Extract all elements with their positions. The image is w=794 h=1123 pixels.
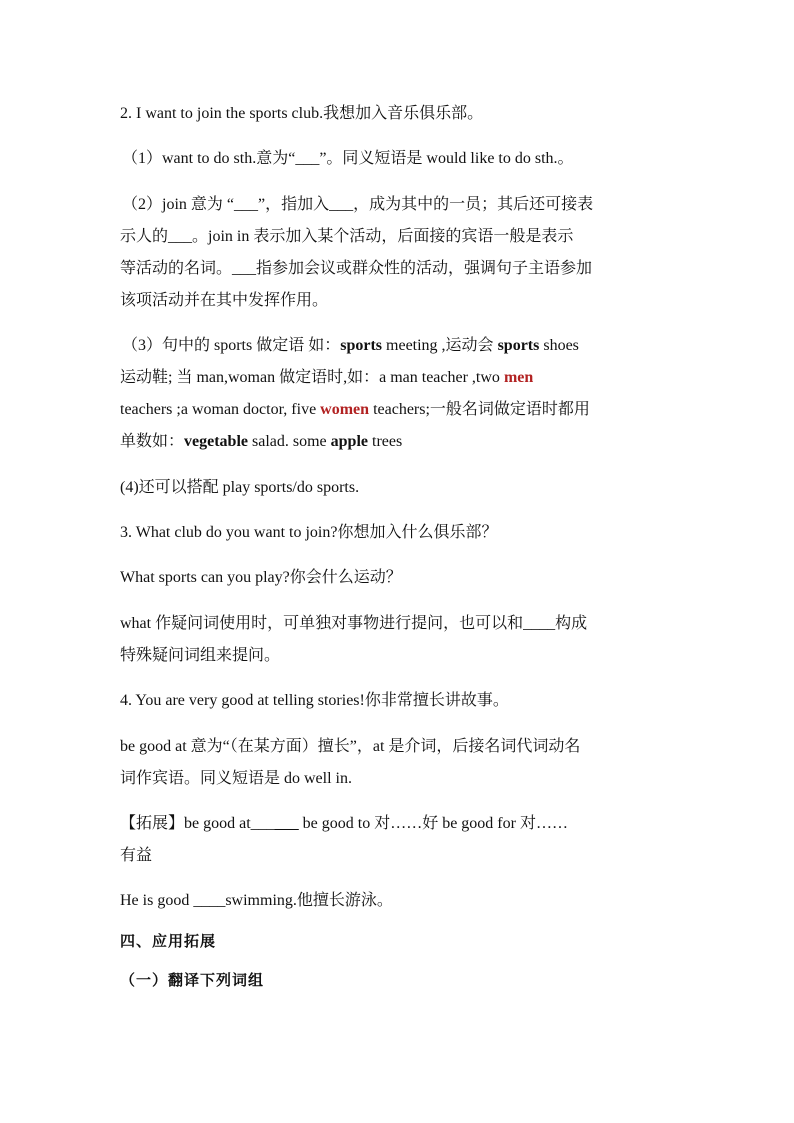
text-segment: meeting ,运动会	[382, 337, 498, 354]
item3-subquestion: What sports can you play?你会什么运动？	[120, 569, 402, 586]
text-segment: 运动鞋; 当 man,woman 做定语时,如：a man teacher ,two	[120, 369, 504, 386]
item3-note-line1: what 作疑问词使用时，可单独对事物进行提问，也可以和____构成	[120, 615, 588, 632]
section-heading: 四、应用拓展	[120, 932, 217, 950]
item2-point2-line4: 该项活动并在其中发挥作用。	[120, 292, 329, 309]
text-segment: salad. some	[248, 433, 331, 450]
text-segment: shoes	[539, 337, 579, 354]
item4-exercise: He is good ____swimming.他擅长游泳。	[120, 892, 393, 909]
highlight-word: men	[503, 369, 534, 386]
text-segment: be good to 对……好 be good for 对……	[298, 815, 568, 832]
item2-point4: (4)还可以搭配 play sports/do sports.	[120, 479, 360, 496]
bold-word: vegetable	[184, 433, 248, 450]
item2-title: 2. I want to join the sports club.我想加入音乐俱乐部。	[120, 105, 484, 122]
item4-extension-line1	[120, 808, 680, 840]
bold-word: apple	[330, 433, 368, 450]
subsection-heading: （一）翻译下列词组	[120, 971, 265, 989]
item2-point3-line2	[120, 362, 680, 394]
text-segment: 单数如：	[120, 433, 185, 450]
text-segment: （3）句中的 sports 做定语 如：	[122, 337, 341, 354]
bold-word: sports	[340, 337, 383, 354]
blank-line: ___	[274, 815, 299, 832]
item3-note-line2: 特殊疑问词组来提问。	[120, 647, 281, 664]
item4-title: 4. You are very good at telling stories!你非常擅长讲故事。	[120, 692, 509, 709]
item4-note-line1: be good at 意为“（在某方面）擅长”，at 是介词，后接名词代词动名	[120, 738, 581, 755]
item2-point2-line2: 示人的___。join in 表示加入某个活动，后面接的宾语一般是表示	[120, 228, 574, 245]
item2-point2-line1: （2）join 意为 “___”，指加入___，成为其中的一员；其后还可接表	[122, 196, 594, 213]
item2-point1: （1）want to do sth.意为“___”。同义短语是 would like to do sth.。	[122, 150, 574, 167]
text-segment: trees	[368, 433, 403, 450]
item4-note-line2: 词作宾语。同义短语是 do well in.	[120, 770, 352, 787]
item2-point3-line3	[120, 394, 680, 426]
text-segment: teachers;一般名词做定语时都用	[369, 401, 590, 418]
item3-title: 3. What club do you want to join?你想加入什么俱乐部？	[120, 524, 498, 541]
item2-point3-line1	[122, 330, 682, 362]
highlight-word: women	[320, 401, 370, 418]
item4-extension-line2: 有益	[120, 847, 153, 864]
text-segment: teachers ;a woman doctor, five	[120, 401, 321, 418]
item2-point3-line4	[120, 426, 680, 458]
item2-point2-line3: 等活动的名词。___指参加会议或群众性的活动，强调句子主语参加	[120, 260, 593, 277]
text-segment: 【拓展】be good at___	[120, 815, 275, 832]
bold-word: sports	[497, 337, 540, 354]
